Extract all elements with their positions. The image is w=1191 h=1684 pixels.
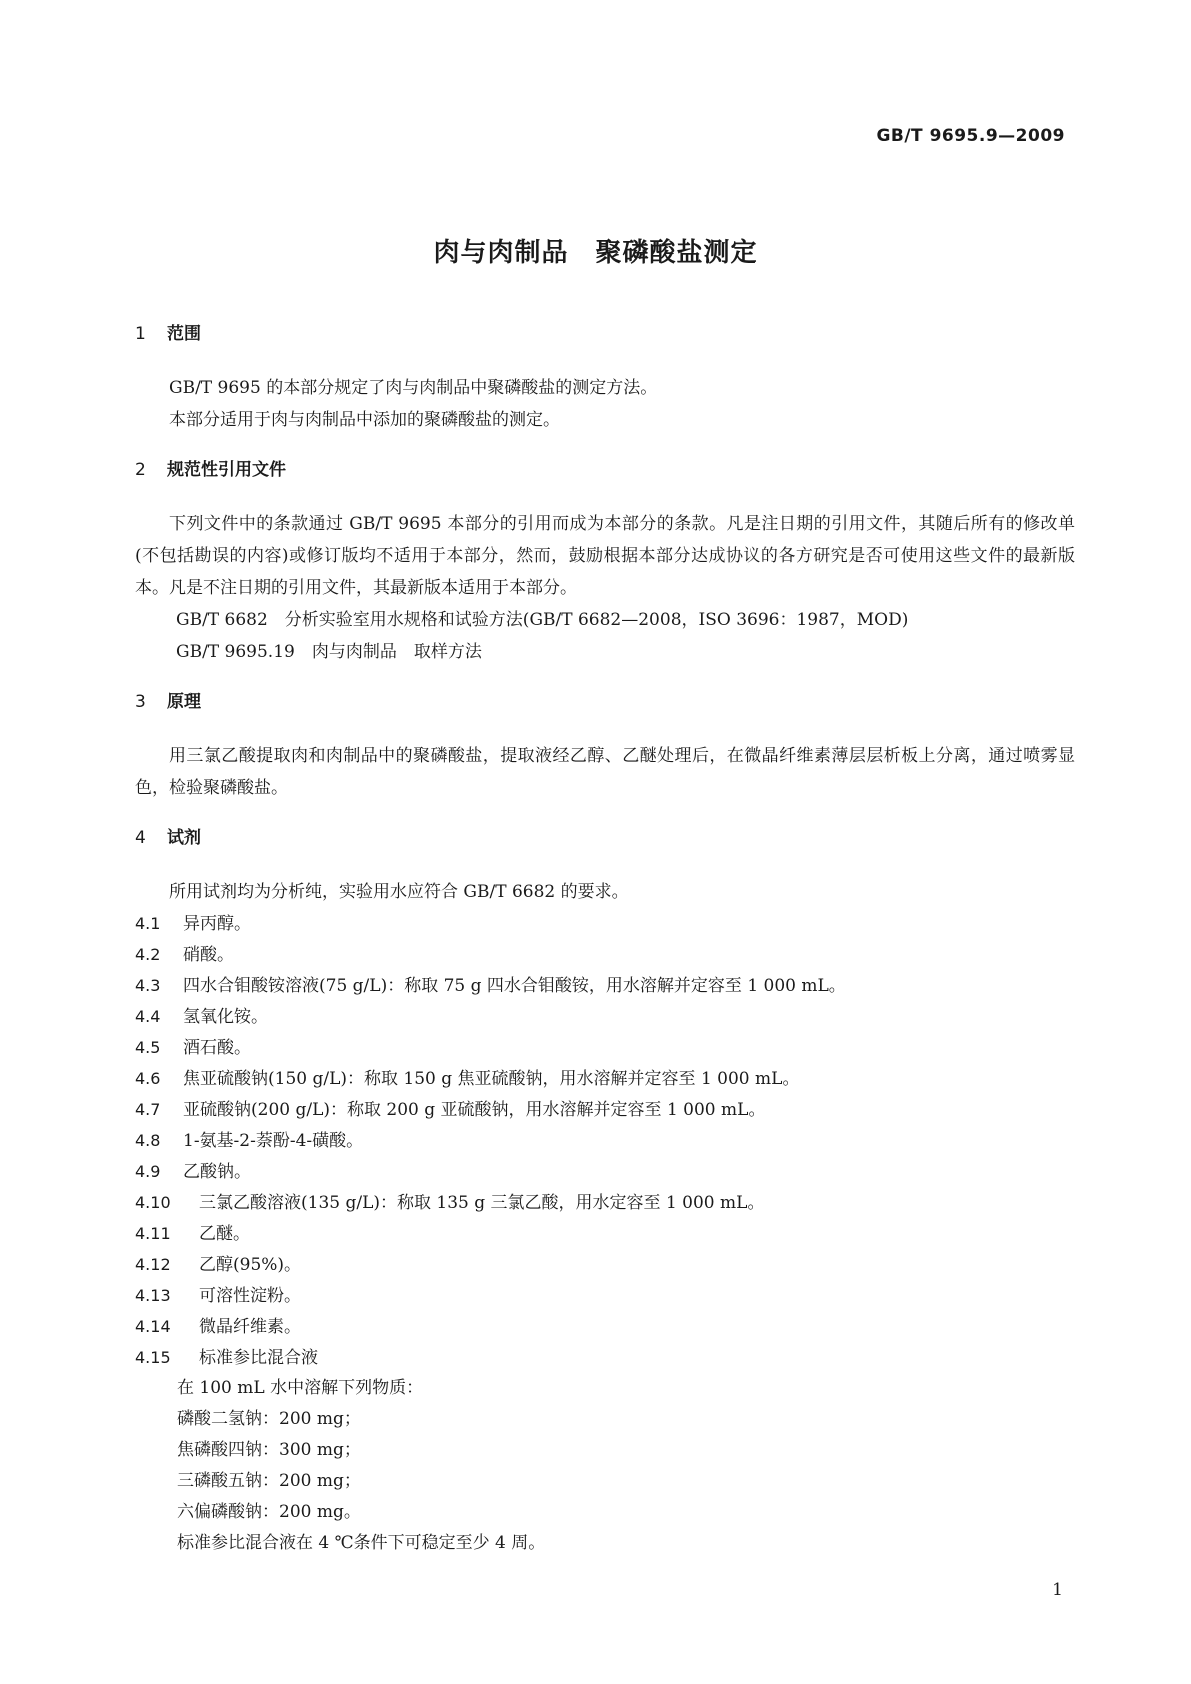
sub-line: 三磷酸五钠：200 mg；	[177, 1471, 361, 1491]
section-number: 3	[135, 692, 146, 712]
item-number: 4.5	[135, 1038, 161, 1057]
standard-number: GB/T 9695.9—2009	[876, 126, 1065, 146]
normative-reference: GB/T 9695.19 肉与肉制品 取样方法	[176, 642, 482, 662]
list-item	[135, 970, 1075, 1001]
item-text: 三氯乙酸溶液(135 g/L)：称取 135 g 三氯乙酸，用水定容至 1 000 mL。	[199, 1193, 765, 1213]
item-number: 4.10	[135, 1193, 171, 1212]
item-number: 4.2	[135, 945, 161, 964]
section-number: 2	[135, 460, 146, 480]
item-text: 乙醇(95%)。	[199, 1255, 302, 1275]
list-item	[135, 1125, 1075, 1156]
item-text: 微晶纤维素。	[199, 1317, 301, 1337]
paragraph: 所用试剂均为分析纯，实验用水应符合 GB/T 6682 的要求。	[169, 882, 629, 902]
section-3-heading	[135, 690, 1075, 714]
item-text: 氢氧化铵。	[183, 1007, 268, 1027]
list-item	[135, 1156, 1075, 1187]
item-text: 异丙醇。	[183, 914, 251, 934]
list-item	[135, 1001, 1075, 1032]
item-text: 酒石酸。	[183, 1038, 251, 1058]
paragraph: 本部分适用于肉与肉制品中添加的聚磷酸盐的测定。	[169, 410, 560, 430]
item-number: 4.1	[135, 914, 161, 933]
list-item	[135, 908, 1075, 939]
item-number: 4.11	[135, 1224, 171, 1243]
section-title: 原理	[167, 692, 201, 712]
sub-line: 磷酸二氢钠：200 mg；	[177, 1409, 361, 1429]
section-title: 范围	[167, 324, 201, 344]
item-text: 焦亚硫酸钠(150 g/L)：称取 150 g 焦亚硫酸钠，用水溶解并定容至 1 000 mL。	[183, 1069, 800, 1089]
sub-line: 六偏磷酸钠：200 mg。	[177, 1502, 361, 1522]
list-item	[135, 1249, 1075, 1280]
item-text: 硝酸。	[183, 945, 234, 965]
list-item	[135, 1342, 1075, 1373]
item-number: 4.7	[135, 1100, 161, 1119]
list-item	[135, 1187, 1075, 1218]
item-text: 亚硫酸钠(200 g/L)：称取 200 g 亚硫酸钠，用水溶解并定容至 1 000 mL。	[183, 1100, 766, 1120]
paragraph: 下列文件中的条款通过 GB/T 9695 本部分的引用而成为本部分的条款。凡是注日期的引用文件，其随后所有的修改单(不包括勘误的内容)或修订版均不适用于本部分，然而，鼓励根据本部分达成协议的各方研究是否可使用这些文件的最新版本。凡是不注日期的引用文件，其最新版本适用于本部分。	[135, 514, 1075, 598]
section-number: 1	[135, 324, 146, 344]
item-number: 4.12	[135, 1255, 171, 1274]
sub-line: 标准参比混合液在 4 ℃条件下可稳定至少 4 周。	[177, 1533, 546, 1553]
list-item	[135, 1094, 1075, 1125]
section-title: 规范性引用文件	[167, 460, 286, 480]
item-number: 4.4	[135, 1007, 161, 1026]
item-number: 4.3	[135, 976, 161, 995]
paragraph: GB/T 9695 的本部分规定了肉与肉制品中聚磷酸盐的测定方法。	[169, 378, 658, 398]
section-2-heading	[135, 458, 1075, 482]
item-text: 可溶性淀粉。	[199, 1286, 301, 1306]
item-text: 四水合钼酸铵溶液(75 g/L)：称取 75 g 四水合钼酸铵，用水溶解并定容至 1 000 mL。	[183, 976, 846, 996]
page-number: 1	[1052, 1580, 1063, 1600]
normative-reference: GB/T 6682 分析实验室用水规格和试验方法(GB/T 6682—2008，ISO 3696：1987，MOD)	[176, 610, 909, 630]
item-number: 4.13	[135, 1286, 171, 1305]
list-item	[135, 1280, 1075, 1311]
section-number: 4	[135, 828, 146, 848]
item-number: 4.9	[135, 1162, 161, 1181]
item-text: 1-氨基-2-萘酚-4-磺酸。	[183, 1131, 364, 1151]
list-item	[135, 939, 1075, 970]
reagent-list	[135, 908, 1075, 1373]
list-item	[135, 1311, 1075, 1342]
item-text: 乙酸钠。	[183, 1162, 251, 1182]
list-item	[135, 1032, 1075, 1063]
item-text: 标准参比混合液	[199, 1348, 318, 1368]
sub-line: 焦磷酸四钠：300 mg；	[177, 1440, 361, 1460]
section-4-heading	[135, 826, 1075, 850]
item-text: 乙醚。	[199, 1224, 250, 1244]
list-item	[135, 1218, 1075, 1249]
document-title: 肉与肉制品 聚磷酸盐测定	[433, 238, 758, 268]
paragraph: 用三氯乙酸提取肉和肉制品中的聚磷酸盐，提取液经乙醇、乙醚处理后，在微晶纤维素薄层层析板上分离，通过喷雾显色，检验聚磷酸盐。	[135, 746, 1075, 798]
item-number: 4.8	[135, 1131, 161, 1150]
item-number: 4.14	[135, 1317, 171, 1336]
item-number: 4.15	[135, 1348, 171, 1367]
list-item	[135, 1063, 1075, 1094]
document-body	[135, 322, 1075, 1559]
section-title: 试剂	[167, 828, 201, 848]
item-number: 4.6	[135, 1069, 161, 1088]
section-1-heading	[135, 322, 1075, 346]
sub-line: 在 100 mL 水中溶解下列物质：	[177, 1378, 424, 1398]
